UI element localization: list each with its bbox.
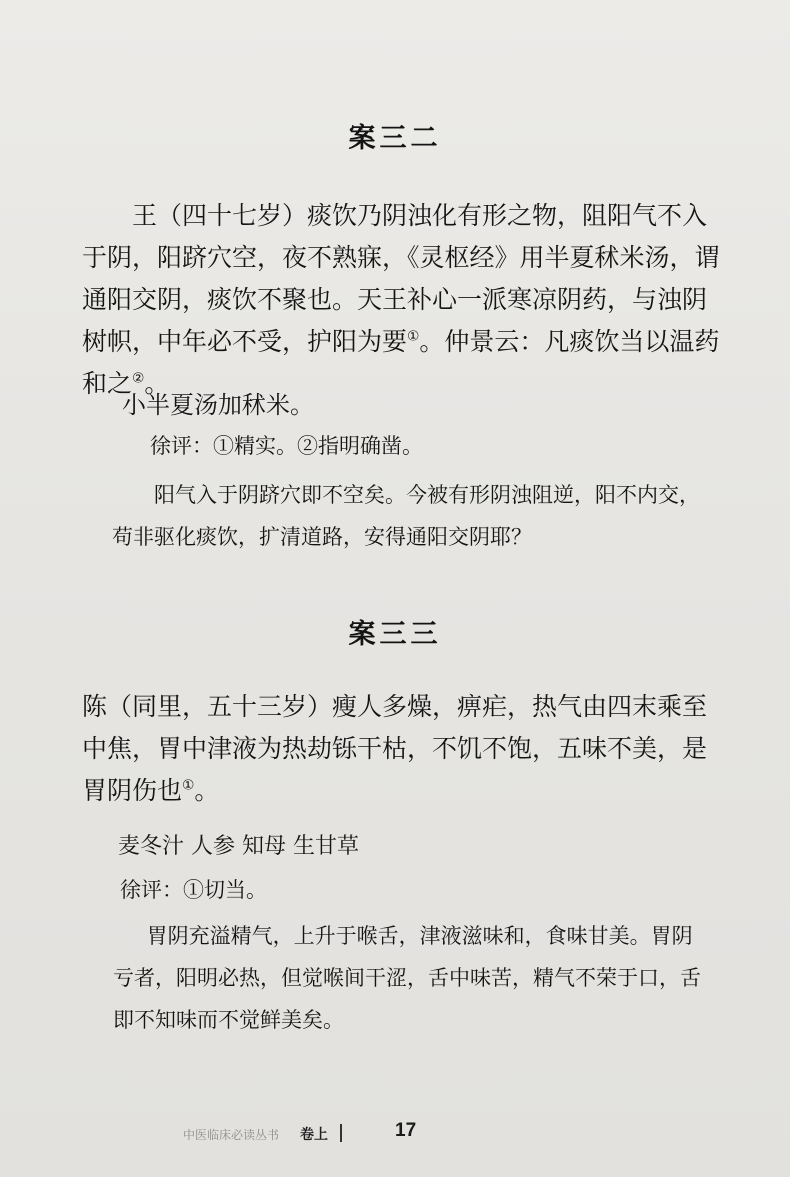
case-32-note-1-marker: ① [407, 328, 420, 345]
footer-volume-label: 卷上 [300, 1127, 328, 1143]
case-32-prescription: 小半夏汤加秫米。 [122, 391, 314, 419]
case-33-comment-label: 徐评：①切当。 [120, 878, 267, 902]
case-33-text-part-2: 。 [194, 776, 220, 805]
case-32-text [82, 195, 727, 405]
case-32-text-part-1: 王（四十七岁）痰饮乃阴浊化有形之物，阻阳气不入于阴，阳跻穴空，夜不熟寐，《灵枢经》用半夏秫米汤，谓通阳交阴，痰饮不聚也。天王补心一派寒凉阴药，与浊阴树帜，中年必不受，护阳为要 [82, 201, 720, 356]
case-32-note-2-marker: ② [132, 370, 145, 387]
case-32-text-part-3: 。 [144, 369, 170, 398]
case-33-prescription: 麦冬汁 人参 知母 生甘草 [118, 834, 359, 859]
case-32-text-part-2: 。仲景云：凡痰饮当以温药和之 [82, 327, 720, 398]
case-32-comment-body: 阳气入于阴跻穴即不空矣。今被有形阴浊阻逆，阳不内交，苟非驱化痰饮，扩清道路，安得通阳交阴耶？ [112, 483, 700, 549]
case-33-comment-body: 胃阴充溢精气，上升于喉舌，津液滋味和，食味甘美。胃阴亏者，阳明必热，但觉喉间干涩，舌中味苦，精气不荣于口，舌即不知味而不觉鲜美矣。 [113, 924, 701, 1032]
case-33-text [82, 686, 727, 812]
page-footer [0, 1122, 790, 1146]
footer-series-title: 中医临床必读丛书 [183, 1128, 280, 1142]
footer-divider [340, 1124, 342, 1142]
page-number: 17 [395, 1120, 417, 1141]
case-33-text-part-1: 陈（同里，五十三岁）瘦人多燥，痹疟，热气由四末乘至中焦，胃中津液为热劫铄干枯，不饥不饱，五味不美，是胃阴伤也 [82, 692, 708, 805]
case-32-comment-label: 徐评：①精实。②指明确凿。 [150, 434, 423, 458]
case-33-note-1-marker: ① [182, 777, 195, 794]
case-32-title: 案三二 [348, 123, 442, 154]
case-33-title: 案三三 [348, 619, 442, 650]
